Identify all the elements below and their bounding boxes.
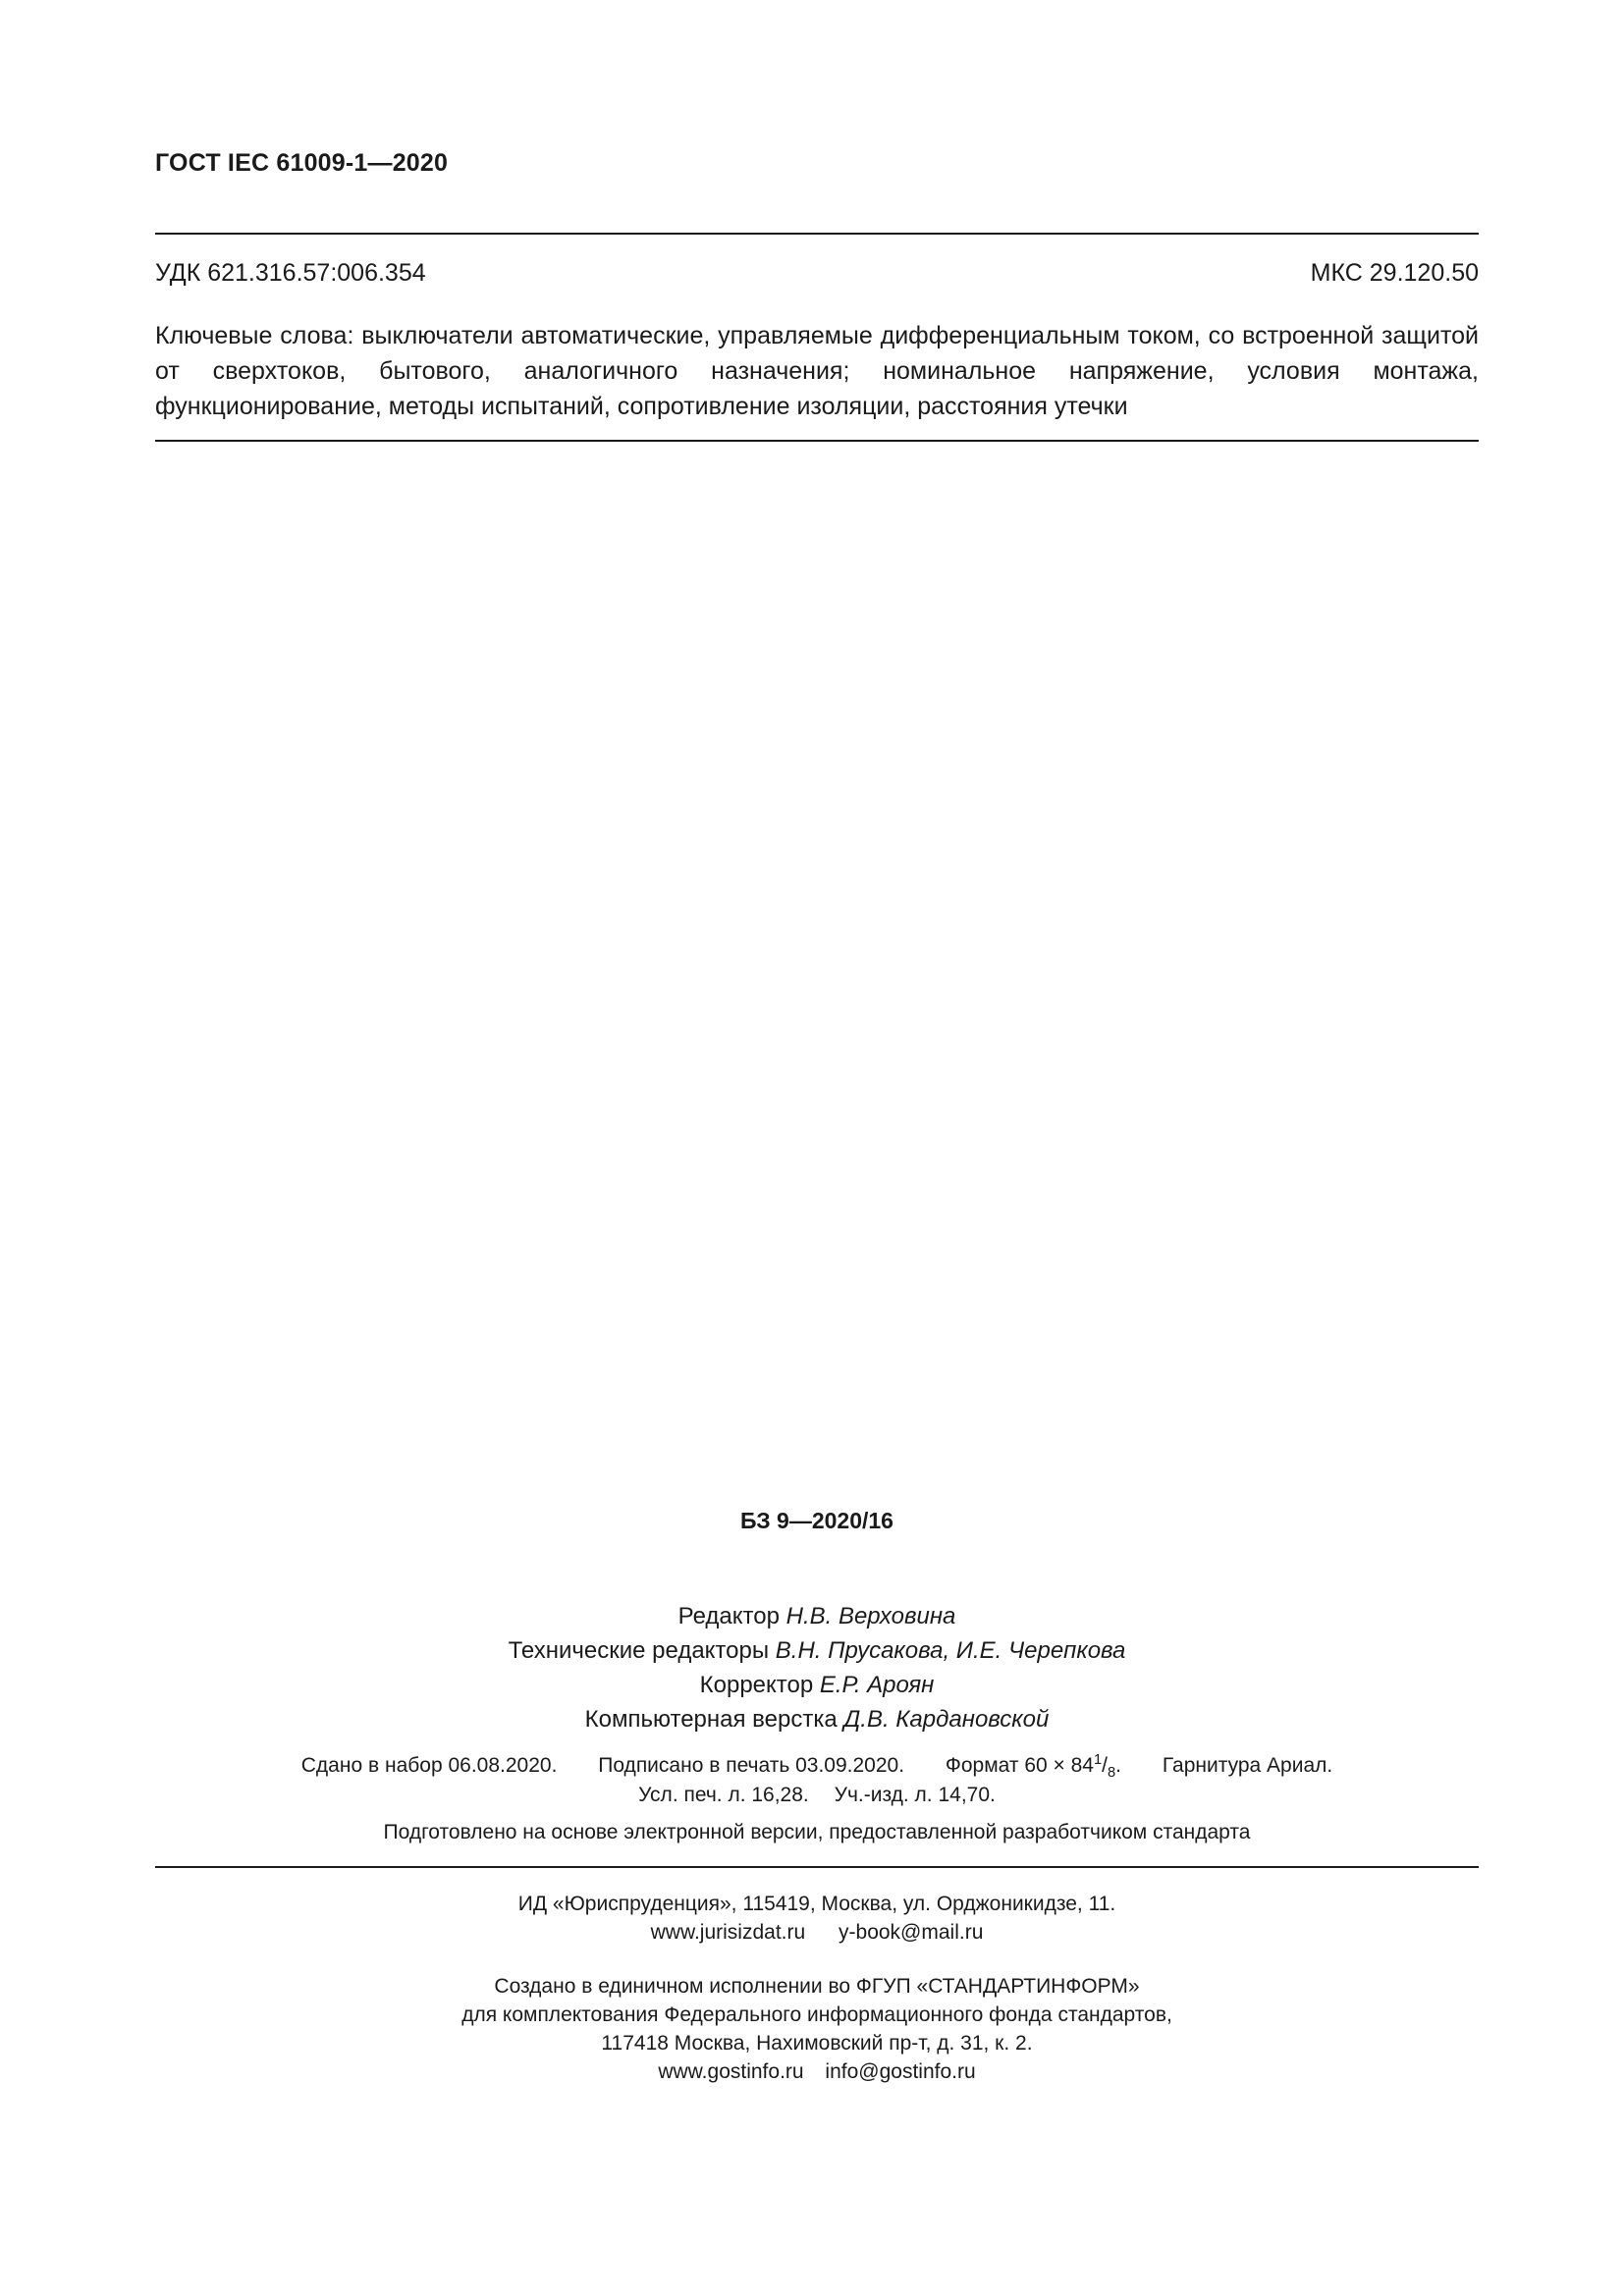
created-line-2: для комплектования Федерального информационного фонда стандартов, [461, 2003, 1172, 2026]
publisher-sheets: Уч.-изд. л. 14,70. [834, 1784, 996, 1806]
print-sheets: Усл. печ. л. 16,28. [638, 1784, 809, 1806]
publisher-address: ИД «Юриспруденция», 115419, Москва, ул. Орджоникидзе, 11. [517, 1893, 1116, 1915]
paper-format: Формат $60 \times 84^1/_8$. [945, 1752, 1122, 1782]
submitted-date: Сдано в набор 06.08.2020. [300, 1754, 558, 1777]
credit-layout: Компьютерная верстка Д.В. Кардановской [584, 1706, 1050, 1733]
mks-code: МКС 29.120.50 [1310, 259, 1479, 287]
credit-corrector: Корректор Е.Р. Ароян [699, 1672, 935, 1698]
print-info-row-1 [155, 1751, 1479, 1781]
created-line-3: 117418 Москва, Нахимовский пр-т, д. 31, к. 2. [601, 2032, 1033, 2055]
created-line-1: Создано в единичном исполнении во ФГУП «СТАНДАРТИНФОРМ» [494, 1975, 1140, 1998]
prepared-note: Подготовлено на основе электронной версии, предоставленной разработчиком стандарта [383, 1821, 1251, 1843]
divider-keywords [155, 440, 1479, 442]
typeface: Гарнитура Ариал. [1162, 1754, 1333, 1777]
editorial-credits [155, 1599, 1479, 1736]
credit-editor: Редактор Н.В. Верховина [677, 1603, 956, 1629]
keywords-paragraph: Ключевые слова: выключатели автоматические, управляемые дифференциальным током, со встроенной защитой от сверхтоков, бытового, аналогичного назначения; номинальное напряжение, условия монтажа, функционирование, методы испытаний, сопротивление изоляции, расстояния утечки [155, 322, 1479, 420]
standard-number: ГОСТ IEC 61009-1—2020 [155, 149, 449, 177]
udk-code: УДК 621.316.57:006.354 [155, 259, 426, 287]
signed-date: Подписано в печать 03.09.2020. [598, 1754, 905, 1777]
publisher-info [155, 1890, 1479, 1947]
print-info [155, 1751, 1479, 1810]
publisher-site-link[interactable]: www.jurisizdat.ru [650, 1921, 806, 1944]
credit-tech-editors: Технические редакторы В.Н. Прусакова, И.Е. Черепкова [508, 1637, 1126, 1664]
created-contacts [155, 2057, 1479, 2086]
publisher-contacts [155, 1918, 1479, 1947]
gostinfo-email-link[interactable]: info@gostinfo.ru [825, 2060, 976, 2083]
divider-bottom [155, 1866, 1479, 1868]
publisher-email-link[interactable]: y-book@mail.ru [839, 1921, 984, 1944]
classification-codes [155, 259, 1479, 288]
print-info-row-2 [155, 1781, 1479, 1810]
created-info [155, 1972, 1479, 2086]
gostinfo-site-link[interactable]: www.gostinfo.ru [658, 2060, 804, 2083]
divider-top [155, 233, 1479, 235]
bz-number: БЗ 9—2020/16 [740, 1508, 893, 1533]
